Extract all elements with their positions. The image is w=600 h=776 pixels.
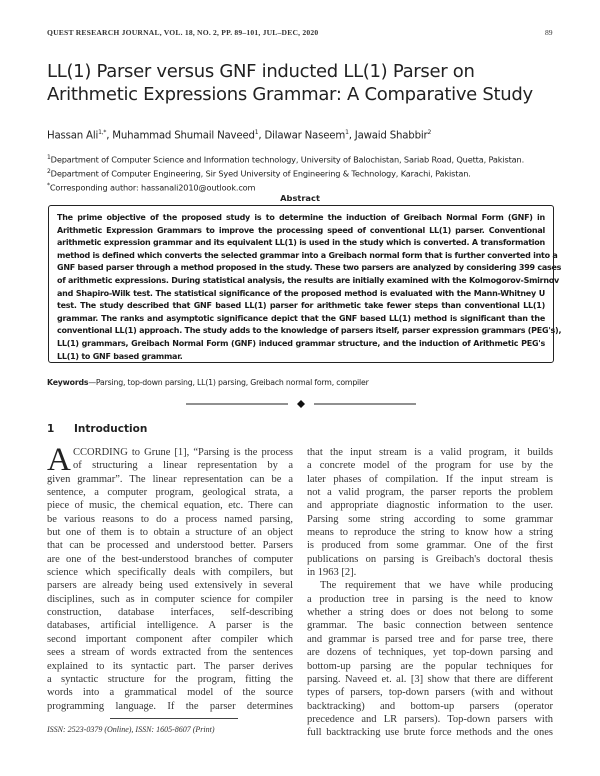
body-line: in 1963 [2]. bbox=[307, 567, 357, 579]
abstract-heading: Abstract bbox=[280, 193, 320, 203]
abstract-line: of arithmetic expressions. During statistical analysis, the results are initially examined with the Kolmogorov-Smirnov bbox=[57, 275, 560, 285]
keywords-label: Keywords bbox=[47, 378, 89, 387]
author-sup: 1,* bbox=[98, 129, 107, 136]
issn-footer: ISSN: 2523-0379 (Online), ISSN: 1605-8607 (Print) bbox=[47, 725, 215, 734]
abstract-line: Arithmetic Expression Grammars to improve the processing speed of conventional LL(1) parser. Conventional bbox=[57, 225, 545, 235]
abstract-line: LL(1) to GNF based grammar. bbox=[57, 351, 183, 361]
abstract-line: method is defined which converts the selected grammar into a Greibach normal form that is further converted into a bbox=[57, 250, 558, 260]
abstract-line: arithmetic expression grammar and its equivalent LL(1) is used in the study which is converted. A transformation bbox=[57, 238, 545, 248]
author-sup: 1 bbox=[345, 129, 349, 136]
drop-cap: A bbox=[47, 442, 71, 478]
running-header: QUEST RESEARCH JOURNAL, VOL. 18, NO. 2, PP. 89–101, JUL–DEC, 2020 bbox=[47, 28, 319, 37]
body-line: precedence and LR parsers). Top-down parsers with bbox=[307, 713, 553, 725]
abstract-box bbox=[48, 205, 562, 363]
body-line: CCORDING to Grune [1], “Parsing is the process bbox=[73, 447, 293, 458]
body-line: backtracking) and bottom-up parsers (operator bbox=[307, 700, 553, 712]
section-title: Introduction bbox=[74, 423, 148, 435]
body-line: whether a string does or does not belong to some bbox=[307, 607, 553, 619]
body-line: are one of the best-understood branches of computer bbox=[47, 553, 293, 565]
affiliation-mark: 2 bbox=[47, 168, 51, 176]
abstract-line: and Shapiro-Wilk test. The statistical significance of the proposed method is evaluated with the Mann-Whitney U bbox=[57, 288, 545, 298]
body-line: and grammar is parsed tree and for parse tree, there bbox=[307, 633, 553, 645]
body-line: and appropriate diagnostic information to the user. bbox=[307, 500, 553, 512]
body-line: science which specifically deals with compilers, but bbox=[47, 567, 293, 579]
author-name: Muhammad Shumail Naveed bbox=[112, 130, 255, 142]
body-line: are dozens of techniques, yet top-down parsing and bbox=[307, 647, 553, 659]
body-line: a concrete model of the program for use by the bbox=[307, 460, 553, 472]
author-sup: 2 bbox=[427, 129, 432, 136]
affiliation-mark: 1 bbox=[47, 154, 51, 161]
affiliation-mark: * bbox=[47, 182, 50, 190]
abstract-line: grammar. The ranks and asymptotic significance depict that the GNF based LL(1) method is significant than the bbox=[57, 313, 545, 323]
body-line: that the input stream is a valid program, it builds bbox=[307, 447, 553, 458]
abstract-line: conventional LL(1) approach. The study adds to the knowledge of parsers itself, parser expression grammars (PEG's), bbox=[57, 326, 562, 336]
body-line: databases, artificial intelligence. A parser is the bbox=[47, 620, 293, 632]
body-line: parsing. Naveed et. al. [3] show that there are different bbox=[307, 673, 553, 685]
author-sup: 1 bbox=[254, 129, 259, 136]
body-line: sees a stream of words extracted from the sentences bbox=[47, 647, 293, 659]
body-line: second important component after compiler which bbox=[47, 633, 293, 645]
author-name: Jawaid Shabbir bbox=[354, 130, 428, 142]
affiliations bbox=[47, 152, 524, 195]
body-line: words into a grammatical model of the source bbox=[47, 687, 293, 699]
section-heading bbox=[47, 423, 147, 435]
keywords-text: —Parsing, top-down parsing, LL(1) parsing, Greibach normal form, compiler bbox=[88, 378, 369, 387]
section-number: 1 bbox=[47, 423, 55, 435]
body-line: but one of them is to obtain a structure of an object bbox=[47, 527, 293, 539]
body-column-right bbox=[307, 446, 553, 740]
abstract-line: GNF based parser through a method proposed in the study. These two parsers are analyzed by considering 399 cases bbox=[57, 263, 562, 273]
body-line: is produced from some grammar. One of the first bbox=[307, 540, 553, 552]
body-line: types of parsers, top-down parsers (with and without bbox=[307, 687, 553, 699]
section-separator bbox=[186, 400, 416, 408]
abstract-line: The prime objective of the proposed study is to determine the induction of Greibach Normal Form (GNF) in bbox=[57, 213, 545, 222]
body-line: bottom-up parsing are the popular techniques for bbox=[307, 660, 553, 672]
body-line: of structuring a linear representation by a bbox=[73, 460, 293, 472]
page-number: 89 bbox=[545, 28, 553, 37]
keywords bbox=[47, 378, 369, 387]
footnote-rule bbox=[110, 718, 238, 719]
affiliation-text: Corresponding author: hassanali2010@outlook.com bbox=[49, 183, 256, 194]
body-line: parsers are already being used extensively in several bbox=[47, 580, 293, 592]
body-line: explained to its syntactic part. The parser derives bbox=[47, 660, 293, 672]
body-line: a production tree in parsing is the need to know bbox=[307, 593, 553, 605]
body-line: piece of music, the chemical equation, etc. There can bbox=[47, 500, 293, 512]
body-line: grammar. The basic connection between sentence bbox=[307, 620, 553, 632]
affiliation-text: Department of Computer Engineering, Sir Syed University of Engineering & Technology, Karachi, Pakistan. bbox=[50, 168, 471, 179]
affiliation-text: Department of Computer Science and Information technology, University of Balochistan, Sariab Road, Quetta, Pakistan. bbox=[50, 154, 525, 165]
abstract-line: LL(1) grammars, Greibach Normal Form (GNF) induced grammar structure, and the induction of Arithmetic PEG's bbox=[57, 338, 545, 348]
author-name: Hassan Ali bbox=[47, 130, 99, 142]
body-column-left bbox=[47, 442, 293, 713]
body-line: later phases of compilation. If the input stream is bbox=[307, 473, 553, 485]
body-line: not a valid program, the parser reports the problem bbox=[307, 487, 553, 499]
body-line: Parsing some string according to some grammar bbox=[307, 513, 553, 525]
affiliation-line bbox=[47, 152, 524, 166]
diamond-icon bbox=[297, 400, 305, 408]
author-list: Hassan Ali$^{1,*}$, Muhammad Shumail Naveed$^1$, Dilawar Naseem$^1$, Jawaid Shabbir$^2$ bbox=[47, 129, 432, 142]
body-line: The requirement that we have while producing bbox=[320, 580, 553, 592]
body-line: full backtracking use brute force methods and the ones bbox=[307, 727, 553, 739]
body-line: means to reproduce the string to know how a string bbox=[307, 527, 553, 539]
body-line: disciplines, such as in computer science for compiler bbox=[47, 593, 293, 605]
author-name: Dilawar Naseem bbox=[264, 130, 346, 142]
abstract-line: test. The study described that GNF based LL(1) parser for arithmetic take fewer steps than conventional LL(1) bbox=[57, 301, 545, 311]
body-line: publications on parsing is Greibach's doctoral thesis bbox=[307, 553, 553, 565]
body-line: given grammar”. The linear representation can be a bbox=[47, 473, 293, 485]
body-line: that can be processed and understood better. Parsers bbox=[47, 540, 293, 552]
body-line: sentence, a computer program, geological strata, a bbox=[47, 487, 293, 499]
affiliation-line bbox=[47, 166, 524, 180]
body-line: be various reasons to do a process named parsing, bbox=[47, 513, 293, 525]
body-line: programming language. If the parser determines bbox=[47, 700, 293, 712]
body-line: a syntactic structure for the program, fitting the bbox=[47, 673, 293, 685]
body-line: construction, database interfaces, self-describing bbox=[47, 607, 293, 619]
paper-title: LL(1) Parser versus GNF inducted LL(1) Parser on Arithmetic Expressions Grammar: A Comparative Study bbox=[47, 61, 533, 105]
